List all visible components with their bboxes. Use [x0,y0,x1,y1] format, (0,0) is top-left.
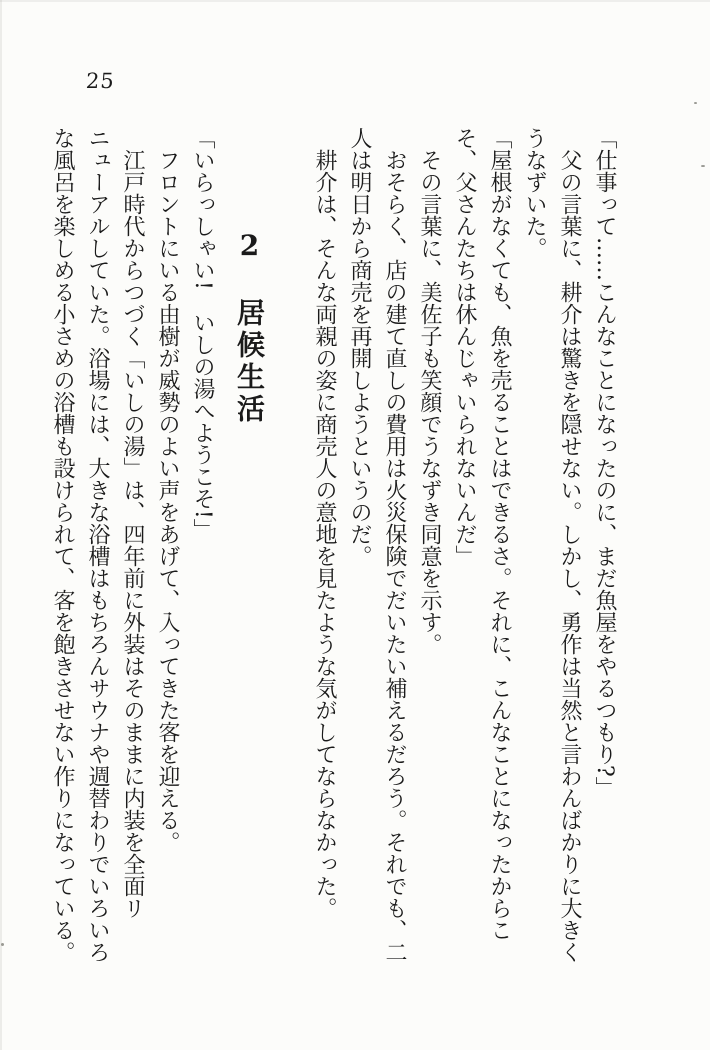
page-number: 25 [85,69,116,93]
scan-speck [1,943,4,946]
text-block [45,127,622,963]
paragraph-narration: 耕介は、そんな両親の姿に商売人の意地を見たような気がしてならなかった。 [312,149,337,919]
paragraph-narration: 父の言葉に、耕介は驚きを隠せない。しかし、勇作は当然と言わんばかりに大きくうなずいた。 [522,127,582,963]
scan-speck [701,165,705,167]
paragraph-dialogue: 「仕事って……こんなことになったのに、まだ魚屋をやるつもり?」 [592,127,617,799]
paragraph-narration: 江戸時代からつづく「いしの湯」は、四年前に外装はそのままに内装を全面リニューアルしていた。浴場には、大きな浴槽はもちろんサウナや週替わりでいろいろな風呂を楽しめる小さめの浴槽も設けられて、客を飽きさせない作りになっている。 [50,127,145,963]
section-heading: 2 居候生活 [233,229,266,426]
scan-edge-top [0,0,710,2]
scan-edge-left [0,0,2,1050]
paragraph-dialogue: 「いらっしゃい! いしの湯へようこそ!」 [190,127,215,541]
scan-speck [694,102,697,104]
paragraph-narration: おそらく、店の建て直しの費用は火災保険でだいたい補えるだろう。それでも、二人は明日から商売を再開しようというのだ。 [347,127,407,963]
paragraph-narration: フロントにいる由樹が威勢のよい声をあげて、入ってきた客を迎える。 [155,149,180,853]
paragraph-narration: その言葉に、美佐子も笑顔でうなずき同意を示す。 [417,149,442,655]
paragraph-dialogue: 「屋根がなくても、魚を売ることはできるさ。それに、こんなことになったからこそ、父さんたちは休んじゃいられないんだ」 [452,127,512,941]
